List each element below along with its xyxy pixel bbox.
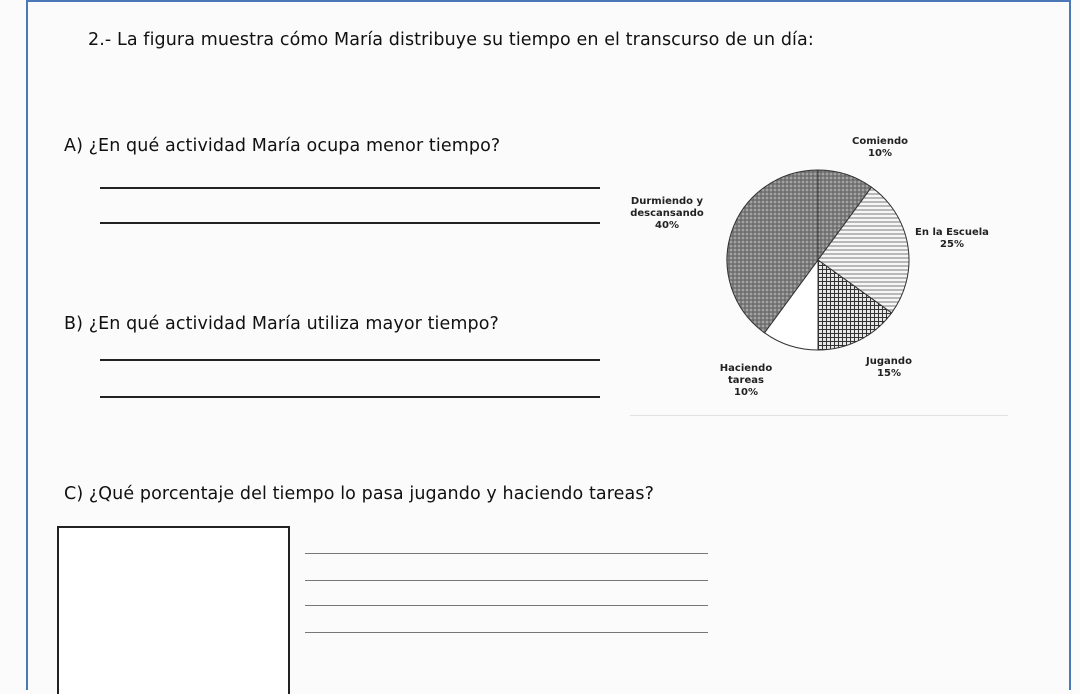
pie-label-en-la-escuela: En la Escuela 25% xyxy=(915,227,989,250)
time-distribution-pie-chart xyxy=(606,125,1016,425)
question-c: C) ¿Qué porcentaje del tiempo lo pasa jugando y haciendo tareas? xyxy=(64,484,654,504)
answer-c-line-3[interactable] xyxy=(305,605,708,606)
answer-c-line-4[interactable] xyxy=(305,632,708,633)
pie-label-durmiendo-y-descansando: Durmiendo y descansando 40% xyxy=(630,196,704,231)
question-a: A) ¿En qué actividad María ocupa menor tiempo? xyxy=(64,136,501,156)
pie-label-comiendo: Comiendo 10% xyxy=(852,136,908,159)
calculation-box[interactable] xyxy=(57,526,290,694)
pie-label-jugando: Jugando 15% xyxy=(866,356,912,379)
answer-a-line-1[interactable] xyxy=(100,187,600,189)
answer-b-line-1[interactable] xyxy=(100,359,600,361)
exercise-title: 2.- La figura muestra cómo María distribuye su tiempo en el transcurso de un día: xyxy=(88,30,814,50)
question-b: B) ¿En qué actividad María utiliza mayor tiempo? xyxy=(64,314,499,334)
answer-b-line-2[interactable] xyxy=(100,396,600,398)
pie-label-haciendo-tareas: Haciendo tareas 10% xyxy=(719,363,773,398)
answer-c-line-1[interactable] xyxy=(305,553,708,554)
answer-c-line-2[interactable] xyxy=(305,580,708,581)
answer-a-line-2[interactable] xyxy=(100,222,600,224)
